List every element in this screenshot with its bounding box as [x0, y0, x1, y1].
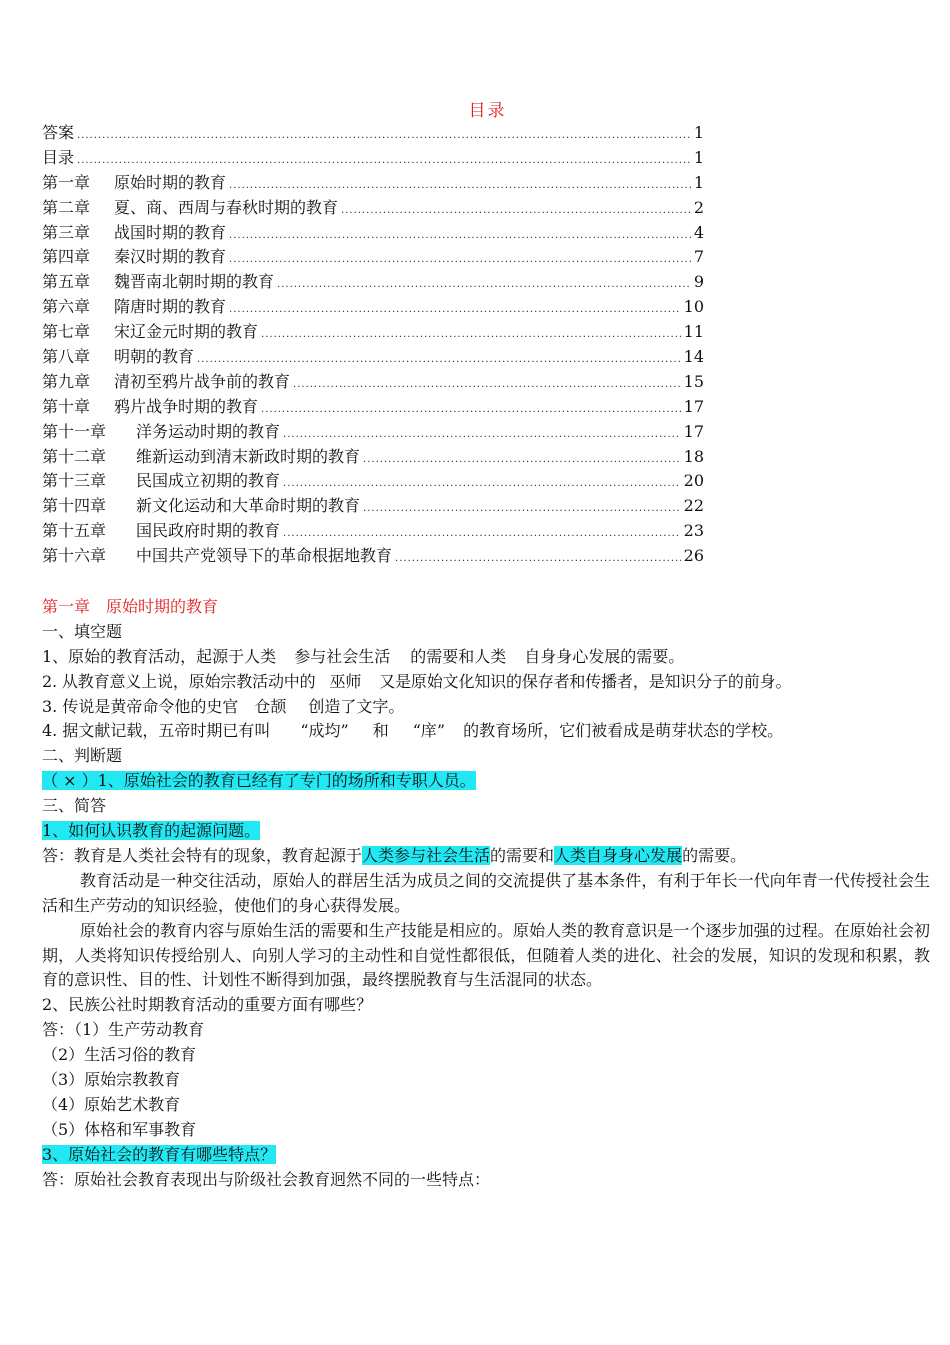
toc-page-number: 4: [693, 222, 704, 242]
highlighted-question: 3、原始社会的教育有哪些特点？: [42, 1144, 277, 1164]
toc-chapter-label: 第十章: [42, 396, 91, 416]
text-segment: 的需要和: [490, 845, 555, 865]
table-of-contents: [42, 121, 704, 569]
toc-chapter-title: 中国共产党领导下的革命根据地教育: [136, 546, 393, 566]
chapter-heading: 第一章 原始时期的教育: [42, 597, 219, 616]
toc-chapter-label: 第六章: [42, 297, 91, 317]
toc-chapter-title: 新文化运动和大革命时期的教育: [136, 496, 361, 516]
toc-chapter-label: 第十一章: [42, 421, 107, 441]
short-question-1: [42, 819, 930, 844]
short-question-3: [42, 1143, 930, 1168]
toc-entry[interactable]: [42, 420, 704, 445]
answer-paragraph: 原始社会的教育内容与原始生活的需要和生产技能是相应的。原始人类的教育意识是一个逐步加强的过程。在原始社会初期，人类将知识传授给别人、向别人学习的主动性和自觉性都很低，但随着人类的进化、社会的发展，知识的发现和积累，教育的意识性、目的性、计划性不断得到加强，最终摆脱教育与生活混同的状态。: [42, 920, 930, 990]
toc-page-number: 23: [683, 521, 704, 541]
section-heading-judge: 二、判断题: [42, 746, 123, 766]
answer-text: “成均”: [300, 721, 349, 741]
toc-entry[interactable]: [42, 519, 704, 544]
toc-chapter-title: 鸦片战争时期的教育: [114, 396, 259, 416]
toc-chapter-label: 第九章: [42, 371, 91, 391]
toc-chapter-title: 夏、商、西周与春秋时期的教育: [114, 197, 339, 217]
toc-chapter-label: 第七章: [42, 322, 91, 342]
chapter-1-content: [42, 595, 930, 1192]
section-heading-fill: 一、填空题: [42, 621, 123, 641]
toc-chapter-title: 明朝的教育: [114, 347, 195, 367]
answer-text: 参与社会生活: [294, 646, 391, 666]
toc-chapter-label: 第五章: [42, 272, 91, 292]
short-answer-1: [42, 844, 930, 869]
toc-chapter-label: 第十五章: [42, 521, 107, 541]
toc-chapter-title: 宋辽金元时期的教育: [114, 322, 259, 342]
judge-item-1: [42, 769, 930, 794]
toc-chapter-label: 答案: [42, 123, 75, 142]
text-segment: 和: [372, 721, 389, 741]
toc-page-number: 14: [683, 347, 704, 367]
toc-chapter-title: 秦汉时期的教育: [114, 247, 227, 267]
toc-chapter-title: 隋唐时期的教育: [114, 297, 227, 317]
toc-chapter-title: 洋务运动时期的教育: [136, 421, 281, 441]
toc-page-number: 17: [683, 421, 704, 441]
text-segment: 3. 传说是黄帝命令他的史官: [42, 696, 239, 716]
toc-chapter-label: 目录: [42, 147, 75, 167]
toc-page-number: 15: [683, 371, 704, 391]
short-question-2: 2、民族公社时期教育活动的重要方面有哪些？: [42, 995, 373, 1015]
toc-entry[interactable]: [42, 196, 704, 221]
short-answer-3: 答：原始社会教育表现出与阶级社会教育迥然不同的一些特点：: [42, 1169, 491, 1189]
list-item: （4）原始艺术教育: [42, 1094, 181, 1114]
toc-entry[interactable]: [42, 345, 704, 370]
toc-chapter-label: 第二章: [42, 197, 91, 217]
toc-page-number: 22: [683, 496, 704, 516]
section-heading-short: 三、简答: [42, 796, 107, 816]
fill-question-2: [42, 670, 930, 695]
answer-text: 自身身心发展的需要。: [524, 646, 685, 666]
text-segment: 的教育场所，它们被看成是萌芽状态的学校。: [463, 721, 784, 741]
list-item: （2）生活习俗的教育: [42, 1045, 197, 1065]
toc-entry[interactable]: [42, 121, 704, 146]
list-item: 答：（1）生产劳动教育: [42, 1020, 205, 1040]
toc-entry[interactable]: [42, 146, 704, 171]
toc-entry[interactable]: [42, 469, 704, 494]
text-segment: 创造了文字。: [308, 696, 405, 716]
toc-chapter-label: 第四章: [42, 247, 91, 267]
toc-page-number: 20: [683, 471, 704, 491]
answer-text: “庠”: [412, 721, 446, 741]
fill-question-4: [42, 719, 930, 744]
text-segment: 又是原始文化知识的保存者和传播者，是知识分子的前身。: [379, 671, 792, 691]
text-segment: 4. 据文献记载，五帝时期已有叫: [42, 721, 271, 741]
toc-entry[interactable]: [42, 245, 704, 270]
toc-chapter-title: 魏晋南北朝时期的教育: [114, 272, 275, 292]
toc-leader-dots: [341, 199, 691, 224]
toc-leader-dots: [229, 224, 691, 249]
toc-entry[interactable]: [42, 320, 704, 345]
toc-chapter-label: 第十四章: [42, 496, 107, 516]
toc-chapter-title: 民国成立初期的教育: [136, 471, 281, 491]
toc-chapter-label: 第十六章: [42, 546, 107, 566]
toc-leader-dots: [261, 323, 681, 348]
text-segment: 2. 从教育意义上说，原始宗教活动中的: [42, 671, 316, 691]
toc-chapter-label: 第十二章: [42, 446, 107, 466]
answer-text: 巫师: [329, 671, 362, 691]
text-segment: 1、原始的教育活动，起源于人类: [42, 646, 277, 666]
list-item: （5）体格和军事教育: [42, 1119, 197, 1139]
toc-leader-dots: [395, 547, 681, 572]
toc-title: 目录: [468, 101, 507, 121]
highlighted-question: 1、如何认识教育的起源问题。: [42, 821, 261, 841]
toc-entry[interactable]: [42, 544, 704, 569]
toc-chapter-title: 国民政府时期的教育: [136, 521, 281, 541]
toc-page-number: 1: [693, 172, 704, 192]
toc-entry[interactable]: [42, 370, 704, 395]
highlighted-text: 人类自身身心发展: [554, 845, 683, 865]
toc-entry[interactable]: [42, 295, 704, 320]
fill-question-1: [42, 645, 930, 670]
toc-chapter-label: 第一章: [42, 172, 91, 192]
toc-entry[interactable]: [42, 445, 704, 470]
toc-page-number: 26: [683, 546, 704, 566]
toc-chapter-title: 清初至鸦片战争前的教育: [114, 371, 291, 391]
toc-leader-dots: [261, 398, 681, 423]
toc-page-number: 1: [693, 147, 704, 167]
toc-page-number: 9: [693, 272, 704, 292]
toc-entry[interactable]: [42, 171, 704, 196]
toc-page-number: 2: [693, 197, 704, 217]
toc-page-number: 10: [683, 297, 704, 317]
toc-chapter-title: 维新运动到清末新政时期的教育: [136, 446, 361, 466]
highlighted-text: （ × ）1、原始社会的教育已经有了专门的场所和专职人员。: [42, 771, 476, 791]
answer-paragraph: 教育活动是一种交往活动，原始人的群居生活为成员之间的交流提供了基本条件，有利于年长一代向年青一代传授社会生活和生产劳动的知识经验，使他们的身心获得发展。: [42, 870, 930, 915]
toc-leader-dots: [229, 298, 681, 323]
toc-leader-dots: [293, 373, 681, 398]
toc-page-number: 7: [693, 247, 704, 267]
toc-leader-dots: [77, 124, 691, 149]
toc-leader-dots: [363, 448, 681, 473]
toc-chapter-title: 原始时期的教育: [114, 172, 227, 192]
text-segment: 答：教育是人类社会特有的现象，教育起源于: [42, 845, 363, 865]
toc-page-number: 17: [683, 396, 704, 416]
toc-page-number: 18: [683, 446, 704, 466]
list-item: （3）原始宗教教育: [42, 1070, 181, 1089]
fill-question-3: [42, 695, 930, 720]
answer-text: 仓颉: [254, 696, 287, 716]
toc-entry[interactable]: [42, 270, 704, 295]
toc-page-number: 11: [683, 322, 704, 342]
highlighted-text: 人类参与社会生活: [362, 845, 491, 865]
text-segment: 的需要和人类: [410, 646, 507, 666]
toc-entry[interactable]: [42, 494, 704, 519]
toc-chapter-label: 第三章: [42, 222, 91, 242]
toc-entry[interactable]: [42, 395, 704, 420]
toc-leader-dots: [277, 273, 691, 298]
toc-chapter-label: 第十三章: [42, 471, 107, 491]
toc-page-number: 1: [693, 123, 704, 142]
text-segment: 的需要。: [682, 845, 747, 865]
toc-chapter-label: 第八章: [42, 347, 91, 367]
toc-chapter-title: 战国时期的教育: [114, 222, 227, 242]
toc-leader-dots: [363, 497, 681, 522]
toc-entry[interactable]: [42, 221, 704, 246]
toc-leader-dots: [229, 248, 691, 273]
